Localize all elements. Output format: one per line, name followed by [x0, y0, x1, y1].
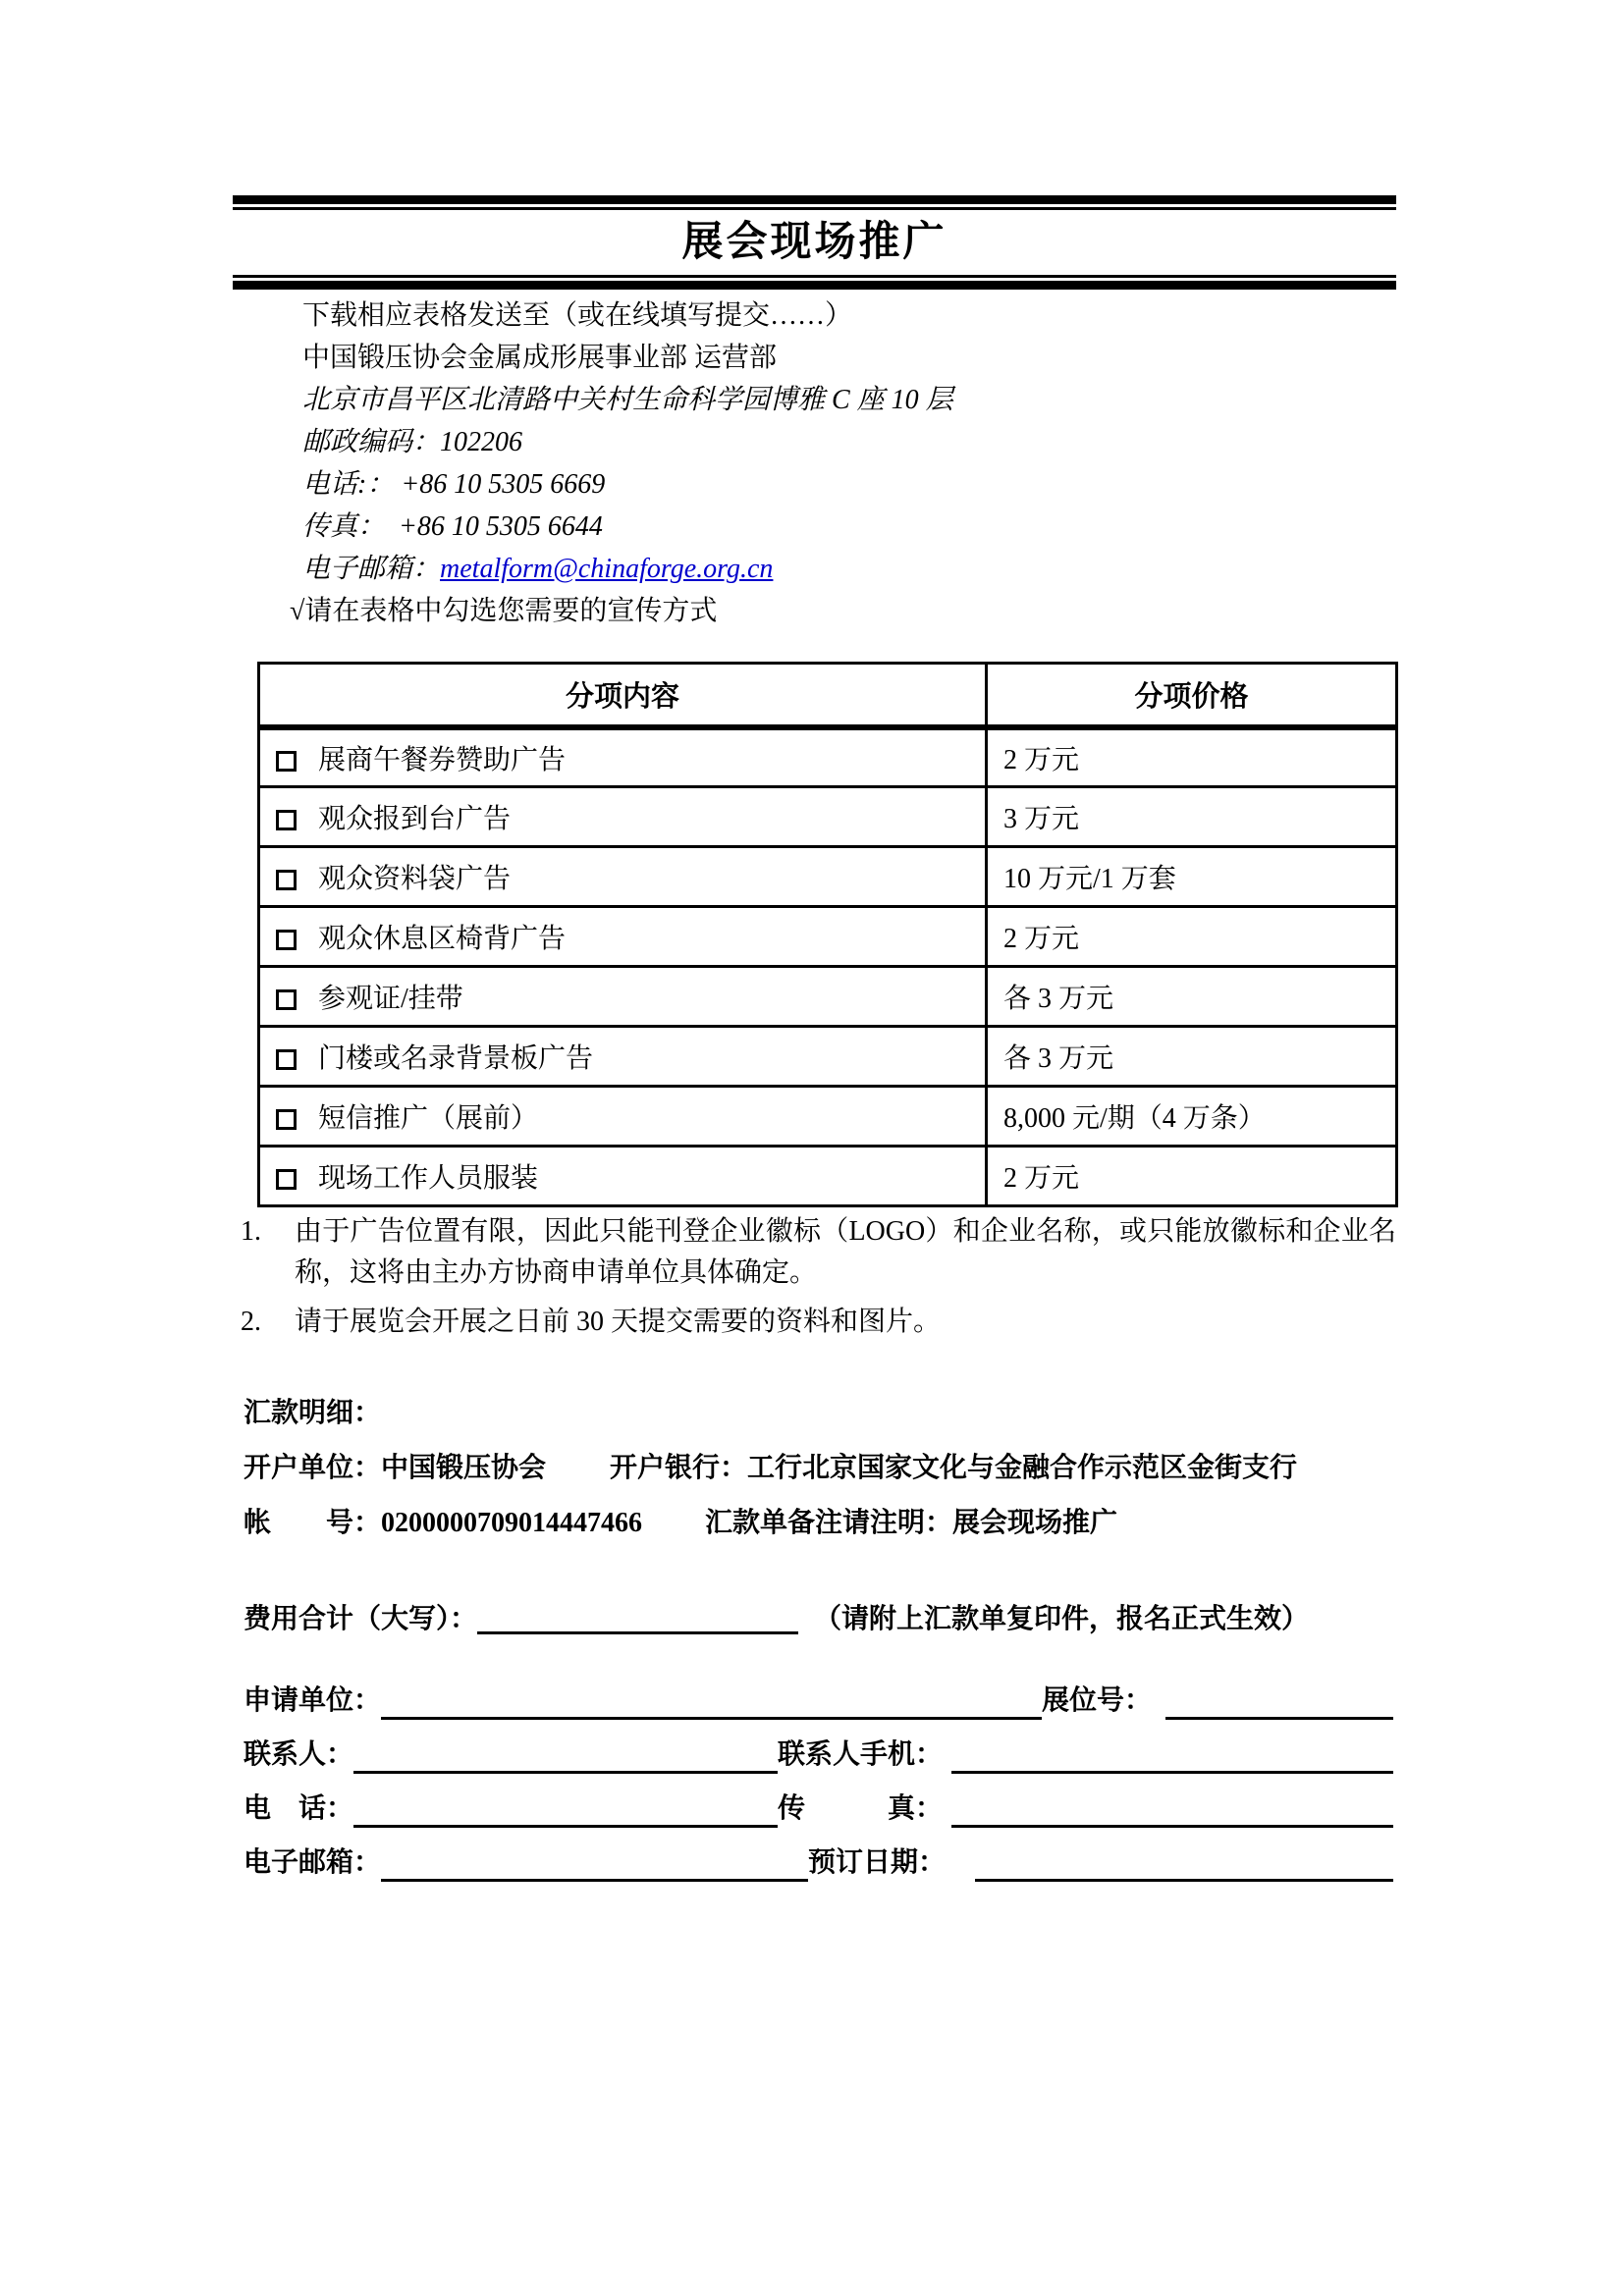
- booking-date-field[interactable]: [975, 1846, 1393, 1882]
- booth-number-label: 展位号：: [1042, 1685, 1153, 1716]
- fax-field[interactable]: [951, 1792, 1393, 1828]
- item-label: 展商午餐券赞助广告: [318, 744, 567, 775]
- tick-instruction: √请在表格中勾选您需要的宣传方式: [290, 596, 718, 626]
- remittance-number-row: [244, 1502, 1396, 1545]
- phone-field[interactable]: [353, 1792, 778, 1828]
- checkbox[interactable]: [276, 870, 297, 890]
- booth-number-field[interactable]: [1165, 1684, 1393, 1720]
- price-value: 2 万元: [987, 727, 1397, 787]
- note-2-text: 请于展览会开展之日前 30 天提交需要的资料和图片。: [295, 1307, 942, 1337]
- page-title: 展会现场推广: [681, 218, 947, 264]
- total-amount-field[interactable]: [477, 1603, 798, 1634]
- bottom-thick-rule: [233, 281, 1396, 290]
- item-label: 观众休息区椅背广告: [318, 924, 567, 954]
- table-row: [259, 787, 1397, 847]
- email-line: [302, 548, 1396, 590]
- table-row: [259, 727, 1397, 787]
- price-value: 2 万元: [987, 1147, 1397, 1206]
- table-row: [259, 1087, 1397, 1147]
- postal-code-line: 邮政编码：102206: [302, 427, 523, 457]
- price-value: 10 万元/1 万套: [987, 847, 1397, 907]
- table-row: [259, 1147, 1397, 1206]
- price-value: 8,000 元/期（4 万条）: [987, 1087, 1397, 1147]
- total-paren-note: （请附上汇款单复印件，报名正式生效）: [814, 1604, 1310, 1634]
- header-item: 分项内容: [259, 664, 987, 727]
- checkbox[interactable]: [276, 751, 297, 772]
- note-1-text: 由于广告位置有限，因此只能刊登企业徽标（LOGO）和企业名称，或只能放徽标和企业名称，这将由主办方协商申请单位具体确定。: [295, 1216, 1396, 1288]
- table-row: [259, 907, 1397, 967]
- email-field[interactable]: [381, 1846, 808, 1882]
- form-row-contact: [244, 1735, 1393, 1774]
- contact-person-field[interactable]: [353, 1738, 778, 1774]
- account-name-label: 开户单位：: [244, 1453, 382, 1483]
- item-label: 短信推广（展前）: [318, 1103, 539, 1134]
- bank-label: 开户银行：: [610, 1453, 748, 1483]
- table-header-row: [259, 664, 1397, 727]
- item-label: 观众资料袋广告: [318, 864, 512, 894]
- note-1-marker: 1.: [241, 1216, 261, 1247]
- checkbox[interactable]: [276, 1049, 297, 1070]
- contact-mobile-label: 联系人手机：: [778, 1739, 944, 1770]
- notes-list: [241, 1211, 1396, 1343]
- checkbox[interactable]: [276, 810, 297, 830]
- total-amount-row: [244, 1598, 1396, 1641]
- account-number-label: 帐 号：: [244, 1508, 382, 1538]
- phone-line: 电话:： +86 10 5305 6669: [302, 469, 606, 500]
- memo-value: 展会现场推广: [952, 1508, 1118, 1538]
- contact-mobile-field[interactable]: [951, 1738, 1393, 1774]
- remittance-account-row: [244, 1447, 1396, 1490]
- bottom-thin-rule: [233, 275, 1396, 278]
- applicant-company-label: 申请单位：: [244, 1685, 382, 1716]
- email-field-label: 电子邮箱：: [244, 1847, 382, 1878]
- checkbox[interactable]: [276, 1109, 297, 1130]
- email-link[interactable]: metalform@chinaforge.org.cn: [440, 554, 774, 584]
- pricing-table: [257, 662, 1398, 1207]
- top-thick-rule: [233, 195, 1396, 204]
- table-row: [259, 1027, 1397, 1087]
- remittance-heading: 汇款明细：: [244, 1398, 382, 1428]
- phone-label: 电 话：: [244, 1793, 354, 1824]
- applicant-company-field[interactable]: [381, 1684, 1042, 1720]
- booking-date-label: 预订日期：: [808, 1847, 947, 1878]
- price-value: 2 万元: [987, 907, 1397, 967]
- masthead: [233, 195, 1396, 290]
- organizer-line: 中国锻压协会金属成形展事业部 运营部: [302, 343, 778, 373]
- account-name-value: 中国锻压协会: [381, 1453, 547, 1483]
- item-label: 门楼或名录背景板广告: [318, 1043, 594, 1074]
- table-row: [259, 847, 1397, 907]
- contact-block: [290, 294, 1396, 632]
- page-content: [233, 0, 1396, 1882]
- address-line: 北京市昌平区北清路中关村生命科学园博雅 C 座 10 层: [302, 385, 953, 415]
- form-row-email-date: [244, 1842, 1393, 1882]
- fax-line: 传真： +86 10 5305 6644: [302, 511, 603, 542]
- header-price: 分项价格: [987, 664, 1397, 727]
- fax-label: 传 真：: [778, 1793, 944, 1824]
- email-label: 电子邮箱：: [302, 554, 441, 584]
- checkbox[interactable]: [276, 1169, 297, 1190]
- note-2: [241, 1302, 1396, 1343]
- total-amount-label: 费用合计（大写）：: [244, 1604, 478, 1634]
- item-label: 观众报到台广告: [318, 804, 512, 834]
- price-value: 3 万元: [987, 787, 1397, 847]
- contact-person-label: 联系人：: [244, 1739, 354, 1770]
- checkbox[interactable]: [276, 989, 297, 1010]
- send-to-line: 下载相应表格发送至（或在线填写提交……）: [302, 300, 853, 331]
- form-row-phone-fax: [244, 1789, 1393, 1828]
- bank-value: 工行北京国家文化与金融合作示范区金街支行: [747, 1453, 1298, 1483]
- memo-label: 汇款单备注请注明：: [705, 1508, 953, 1538]
- table-row: [259, 967, 1397, 1027]
- note-1: [241, 1211, 1396, 1294]
- form-row-applicant: [244, 1681, 1393, 1720]
- checkbox[interactable]: [276, 930, 297, 950]
- account-number-value: 0200000709014447466: [381, 1508, 643, 1538]
- item-label: 参观证/挂带: [318, 984, 463, 1014]
- note-2-marker: 2.: [241, 1307, 261, 1337]
- price-value: 各 3 万元: [987, 1027, 1397, 1087]
- price-value: 各 3 万元: [987, 967, 1397, 1027]
- item-label: 现场工作人员服装: [318, 1163, 539, 1194]
